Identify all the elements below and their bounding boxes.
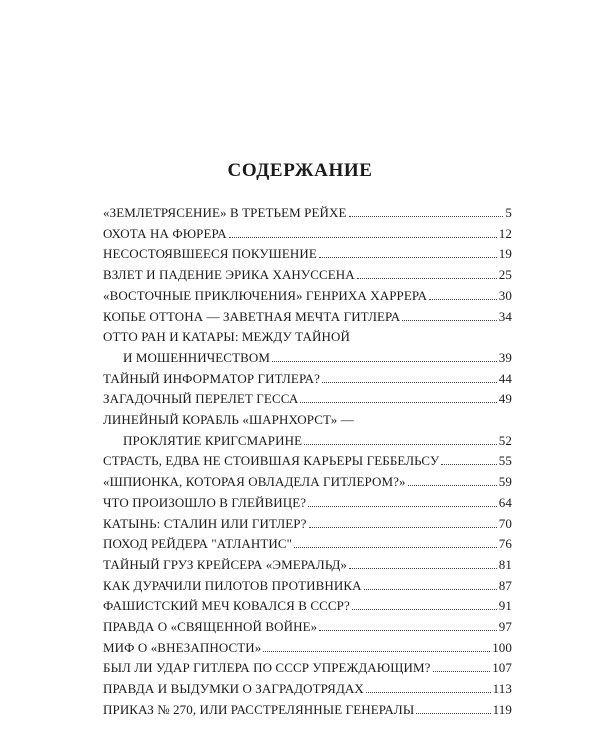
dot-leader <box>441 464 496 465</box>
toc-entry-title-line: ПРОКЛЯТИЕ КРИГСМАРИНЕ <box>123 432 303 448</box>
toc-entry-row <box>103 596 512 617</box>
dot-leader <box>402 320 497 321</box>
toc-page-number: 5 <box>505 205 512 220</box>
toc-page-number: 107 <box>492 660 512 676</box>
toc-entry-title: ПРИКАЗ № 270, ИЛИ РАССТРЕЛЯННЫЕ ГЕНЕРАЛЫ <box>103 701 415 717</box>
toc-entry[interactable] <box>103 555 512 576</box>
toc-page-number: 119 <box>492 701 512 717</box>
dot-leader <box>319 257 497 258</box>
toc-page-number: 59 <box>498 474 512 490</box>
toc-entry-title: ФАШИСТСКИЙ МЕЧ КОВАЛСЯ В СССР? <box>103 598 350 614</box>
toc-page-number: 91 <box>498 598 512 614</box>
dot-leader <box>272 361 497 362</box>
toc-entry-row <box>103 534 512 555</box>
toc-entry[interactable] <box>103 679 512 700</box>
toc-entry[interactable] <box>103 638 512 659</box>
toc-entry-row <box>103 286 512 307</box>
toc-entry-title: ПОХОД РЕЙДЕРА "АТЛАНТИС" <box>103 536 293 552</box>
dot-leader <box>408 485 497 486</box>
toc-entry-row <box>103 700 512 721</box>
toc-entry-row <box>103 638 512 659</box>
toc-entry[interactable] <box>103 451 512 472</box>
dot-leader <box>357 278 497 279</box>
toc-page-number: 49 <box>498 391 512 407</box>
dot-leader <box>308 506 497 507</box>
toc-page-number: 25 <box>498 267 512 283</box>
toc-page-number: 55 <box>498 453 512 469</box>
toc-entry-row <box>103 224 512 245</box>
toc-entry-title: «ЗЕМЛЕТРЯСЕНИЕ» В ТРЕТЬЕМ РЕЙХЕ <box>103 205 347 220</box>
toc-entry[interactable] <box>103 327 512 368</box>
toc-page-number: 100 <box>492 639 512 655</box>
toc-entry-title: ПРАВДА И ВЫДУМКИ О ЗАГРАДОТРЯДАХ <box>103 681 364 697</box>
toc-entry-title-line: ОТТО РАН И КАТАРЫ: МЕЖДУ ТАЙНОЙ <box>103 329 350 345</box>
toc-entry-title: НЕСОСТОЯВШЕЕСЯ ПОКУШЕНИЕ <box>103 246 317 262</box>
toc-entry-row <box>103 679 512 700</box>
dot-leader <box>349 568 497 569</box>
toc-entry-title: «ВОСТОЧНЫЕ ПРИКЛЮЧЕНИЯ» ГЕНРИХА ХАРРЕРА <box>103 287 428 303</box>
dot-leader <box>309 527 497 528</box>
dot-leader <box>304 444 497 445</box>
toc-entry[interactable] <box>103 534 512 555</box>
toc-page-number: 39 <box>498 349 512 365</box>
dot-leader <box>364 589 497 590</box>
toc-page-number: 87 <box>498 577 512 593</box>
dot-leader <box>349 216 504 217</box>
toc-page-number: 52 <box>498 432 512 448</box>
toc-page-number: 19 <box>498 246 512 262</box>
table-of-contents <box>103 203 512 721</box>
toc-entry-row <box>103 617 512 638</box>
toc-entry-title: БЫЛ ЛИ УДАР ГИТЛЕРА ПО СССР УПРЕЖДАЮЩИМ? <box>103 660 431 676</box>
toc-entry-title: «ШПИОНКА, КОТОРАЯ ОВЛАДЕЛА ГИТЛЕРОМ?» <box>103 474 406 490</box>
toc-entry-row <box>103 203 512 224</box>
dot-leader <box>352 609 497 610</box>
toc-entry[interactable] <box>103 576 512 597</box>
toc-entry[interactable] <box>103 369 512 390</box>
toc-page-number: 44 <box>498 370 512 386</box>
toc-entry-title: КАТЫНЬ: СТАЛИН ИЛИ ГИТЛЕР? <box>103 515 307 531</box>
toc-entry-title: КАК ДУРАЧИЛИ ПИЛОТОВ ПРОТИВНИКА <box>103 577 362 593</box>
toc-entry-row <box>103 658 512 679</box>
toc-entry-title: ТАЙНЫЙ ГРУЗ КРЕЙСЕРА «ЭМЕРАЛЬД» <box>103 556 348 572</box>
toc-entry[interactable] <box>103 410 512 451</box>
toc-entry[interactable] <box>103 389 512 410</box>
toc-entry-row <box>103 576 512 597</box>
toc-entry-title: МИФ О «ВНЕЗАПНОСТИ» <box>103 639 262 655</box>
toc-entry[interactable] <box>103 203 512 224</box>
toc-entry-title: ВЗЛЕТ И ПАДЕНИЕ ЭРИКА ХАНУССЕНА <box>103 267 355 283</box>
toc-entry-row <box>103 244 512 265</box>
dot-leader <box>366 692 491 693</box>
toc-entry-title-line: И МОШЕННИЧЕСТВОМ <box>123 349 271 365</box>
toc-entry[interactable] <box>103 700 512 721</box>
toc-entry[interactable] <box>103 224 512 245</box>
toc-page-number: 113 <box>492 681 512 697</box>
dot-leader <box>263 651 490 652</box>
toc-entry-title: СТРАСТЬ, ЕДВА НЕ СТОИВШАЯ КАРЬЕРЫ ГЕББЕЛЬСУ <box>103 453 440 469</box>
toc-page-number: 76 <box>498 536 512 552</box>
toc-entry[interactable] <box>103 265 512 286</box>
toc-entry-row <box>103 307 512 328</box>
toc-entry-row <box>103 348 512 369</box>
dot-leader <box>300 402 496 403</box>
toc-entry-title: ОХОТА НА ФЮРЕРА <box>103 225 227 241</box>
toc-entry[interactable] <box>103 617 512 638</box>
toc-entry-title: ТАЙНЫЙ ИНФОРМАТОР ГИТЛЕРА? <box>103 370 320 386</box>
dot-leader <box>416 713 490 714</box>
toc-entry-row <box>103 514 512 535</box>
toc-entry-row <box>103 451 512 472</box>
page-title: СОДЕРЖАНИЕ <box>227 160 373 181</box>
dot-leader <box>322 382 497 383</box>
toc-entry[interactable] <box>103 472 512 493</box>
toc-entry[interactable] <box>103 493 512 514</box>
toc-entry-title: КОПЬЕ ОТТОНА — ЗАВЕТНАЯ МЕЧТА ГИТЛЕРА <box>103 308 401 324</box>
toc-entry-row <box>103 472 512 493</box>
toc-entry-row <box>103 389 512 410</box>
toc-page-number: 30 <box>498 287 512 303</box>
toc-entry-title: ЗАГАДОЧНЫЙ ПЕРЕЛЕТ ГЕССА <box>103 391 299 407</box>
toc-entry-row <box>103 555 512 576</box>
toc-entry-row <box>103 369 512 390</box>
toc-entry-row <box>103 493 512 514</box>
toc-entry[interactable] <box>103 514 512 535</box>
dot-leader <box>433 671 491 672</box>
toc-entry-row <box>103 265 512 286</box>
dot-leader <box>429 299 497 300</box>
toc-page-number: 34 <box>498 308 512 324</box>
toc-page-number: 12 <box>498 225 512 241</box>
toc-page-number: 64 <box>498 494 512 510</box>
toc-entry[interactable] <box>103 286 512 307</box>
toc-entry-title: ПРАВДА О «СВЯЩЕННОЙ ВОЙНЕ» <box>103 619 318 635</box>
dot-leader <box>229 237 497 238</box>
toc-page-number: 97 <box>498 619 512 635</box>
toc-entry-title-line: ЛИНЕЙНЫЙ КОРАБЛЬ «ШАРНХОРСТ» — <box>103 412 354 428</box>
toc-page-number: 70 <box>498 515 512 531</box>
toc-entry[interactable] <box>103 596 512 617</box>
toc-entry[interactable] <box>103 307 512 328</box>
toc-entry-row <box>103 431 512 452</box>
toc-entry[interactable] <box>103 244 512 265</box>
toc-entry-title: ЧТО ПРОИЗОШЛО В ГЛЕЙВИЦЕ? <box>103 494 307 510</box>
dot-leader <box>294 547 497 548</box>
dot-leader <box>319 630 497 631</box>
toc-page-number: 81 <box>498 556 512 572</box>
toc-entry[interactable] <box>103 658 512 679</box>
